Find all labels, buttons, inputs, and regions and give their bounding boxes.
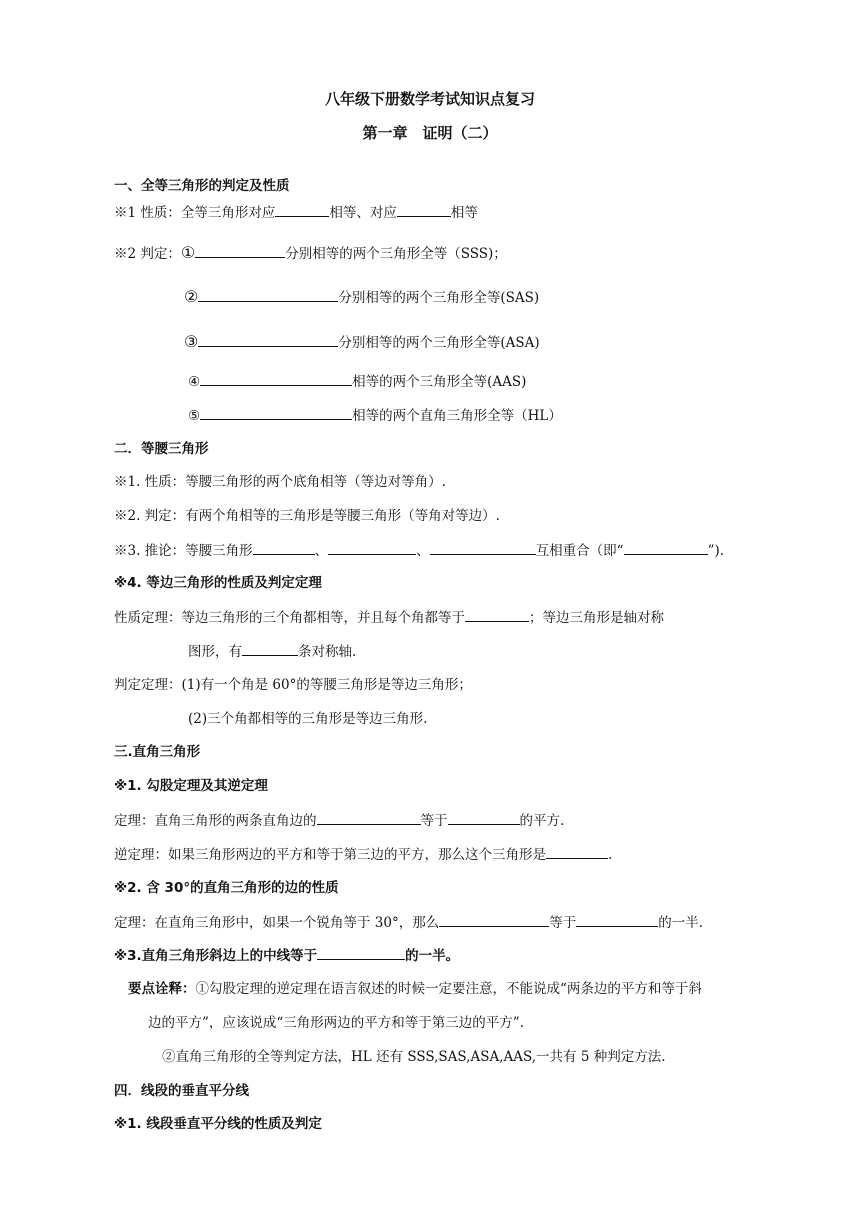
s1-property-b: 相等、对应 [329,205,397,221]
chapter-title: 第一章 证明（二） [362,124,498,142]
s2-property-theorem-2 [188,641,356,662]
s3-converse-a: 逆定理：如果三角形两边的平方和等于第三边的平方，那么这个三角形是 [114,847,546,863]
section-3-heading: 三.直角三角形 [114,744,201,760]
s3-note-1b: 边的平方”，应该说成“三角形两边的平方和等于第三边的平方”. [148,1015,524,1031]
num-1: ① [180,243,196,262]
section-1-heading: 一、全等三角形的判定及性质 [114,178,290,194]
s2-property2-a: 图形，有 [188,644,242,660]
blank [195,243,285,258]
s1-property [114,202,478,223]
s3-theorem-b: 等于 [420,813,448,829]
s3-theorem-30-b: 等于 [549,915,577,931]
s1-judge-5 [188,405,562,426]
s4-item-1-heading: ※1. 线段垂直平分线的性质及判定 [114,1116,322,1132]
blank [317,810,421,825]
section-4-heading: 四．线段的垂直平分线 [114,1083,249,1099]
s3-theorem-c: 的平方. [519,813,565,829]
s2-property2-b: 条对称轴. [298,644,357,660]
s2-item-3-e: ”). [707,543,725,559]
s2-item-1: ※1. 性质：等腰三角形的两个底角相等（等边对等角）. [114,474,446,490]
blank [242,641,298,656]
blank [430,540,536,555]
num-2: ② [184,287,199,306]
s2-item-3-a: ※3. 推论：等腰三角形 [114,543,253,559]
num-5: ⑤ [188,408,201,424]
s3-item-1-heading: ※1. 勾股定理及其逆定理 [114,778,268,794]
blank [439,912,549,927]
s3-note-2: ②直角三角形的全等判定方法，HL 还有 SSS,SAS,ASA,AAS,一共有 5 种判定方法. [162,1049,666,1065]
blank [275,202,329,217]
blank [200,405,352,420]
s1-judge-1 [114,243,507,264]
s1-judge-2-text: 分别相等的两个三角形全等(SAS) [338,290,540,306]
s2-item-3 [114,540,724,561]
blank [546,844,608,859]
blank [576,912,658,927]
s3-item-3-b: 的一半。 [405,948,460,964]
s1-judge-5-text: 相等的两个直角三角形全等（HL） [352,408,562,424]
blank [198,287,338,302]
blank [624,540,708,555]
s3-theorem-30 [114,912,703,933]
section-2-heading: 二．等腰三角形 [114,441,209,457]
s3-note-1 [128,979,702,999]
s1-property-a: ※1 性质：全等三角形对应 [114,205,276,221]
s3-theorem-a: 定理：直角三角形的两条直角边的 [114,813,317,829]
s1-judge-3-text: 分别相等的两个三角形全等(ASA) [338,335,540,351]
s2-item-3-c: 、 [416,543,430,559]
s3-theorem-30-a: 定理：在直角三角形中，如果一个锐角等于 30°，那么 [114,915,440,931]
s3-converse [114,844,612,865]
num-4: ④ [188,374,201,390]
s3-item-3-a: ※3.直角三角形斜边上的中线等于 [114,948,318,964]
s2-property-theorem [114,607,664,628]
s2-item-4-heading: ※4. 等边三角形的性质及判定定理 [114,575,322,591]
s3-theorem-30-c: 的一半. [658,915,704,931]
note-label: 要点诠释： [128,981,196,997]
s2-item-3-b: 、 [314,543,329,559]
num-3: ③ [184,332,199,351]
blank [253,540,315,555]
s2-judge-theorem-2: (2)三个角都相等的三角形是等边三角形. [188,711,428,727]
document-title: 八年级下册数学考试知识点复习 [324,90,535,108]
s3-converse-b: . [608,847,613,863]
s2-property-a: 性质定理：等边三角形的三个角都相等，并且每个角都等于 [114,610,465,626]
s1-judge-2 [184,287,539,308]
s1-judge-3 [184,332,540,353]
s1-judge-4 [188,371,526,392]
s1-property-c: 相等 [450,205,478,221]
blank [198,332,338,347]
blank [397,202,451,217]
blank [465,607,529,622]
s2-item-2: ※2. 判定：有两个角相等的三角形是等腰三角形（等角对等边）. [114,508,500,524]
s3-item-2-heading: ※2. 含 30°的直角三角形的边的性质 [114,880,339,896]
s2-judge-theorem-1: 判定定理：(1)有一个角是 60°的等腰三角形是等边三角形； [114,677,472,693]
s1-judge-4-text: 相等的两个三角形全等(AAS) [352,374,527,390]
blank [200,371,352,386]
s3-item-3 [114,945,459,966]
s1-judge-1-text: 分别相等的两个三角形全等（SSS)； [285,246,507,262]
s2-item-3-d: 互相重合（即“ [535,543,624,559]
s3-theorem [114,810,564,831]
blank [448,810,520,825]
note-1-text: ①勾股定理的逆定理在语言叙述的时候一定要注意，不能说成“两条边的平方和等于斜 [195,981,702,997]
blank [317,945,405,960]
s2-property-b: ；等边三角形是轴对称 [529,610,664,626]
s1-judge-prefix: ※2 判定： [114,246,181,262]
blank [328,540,416,555]
